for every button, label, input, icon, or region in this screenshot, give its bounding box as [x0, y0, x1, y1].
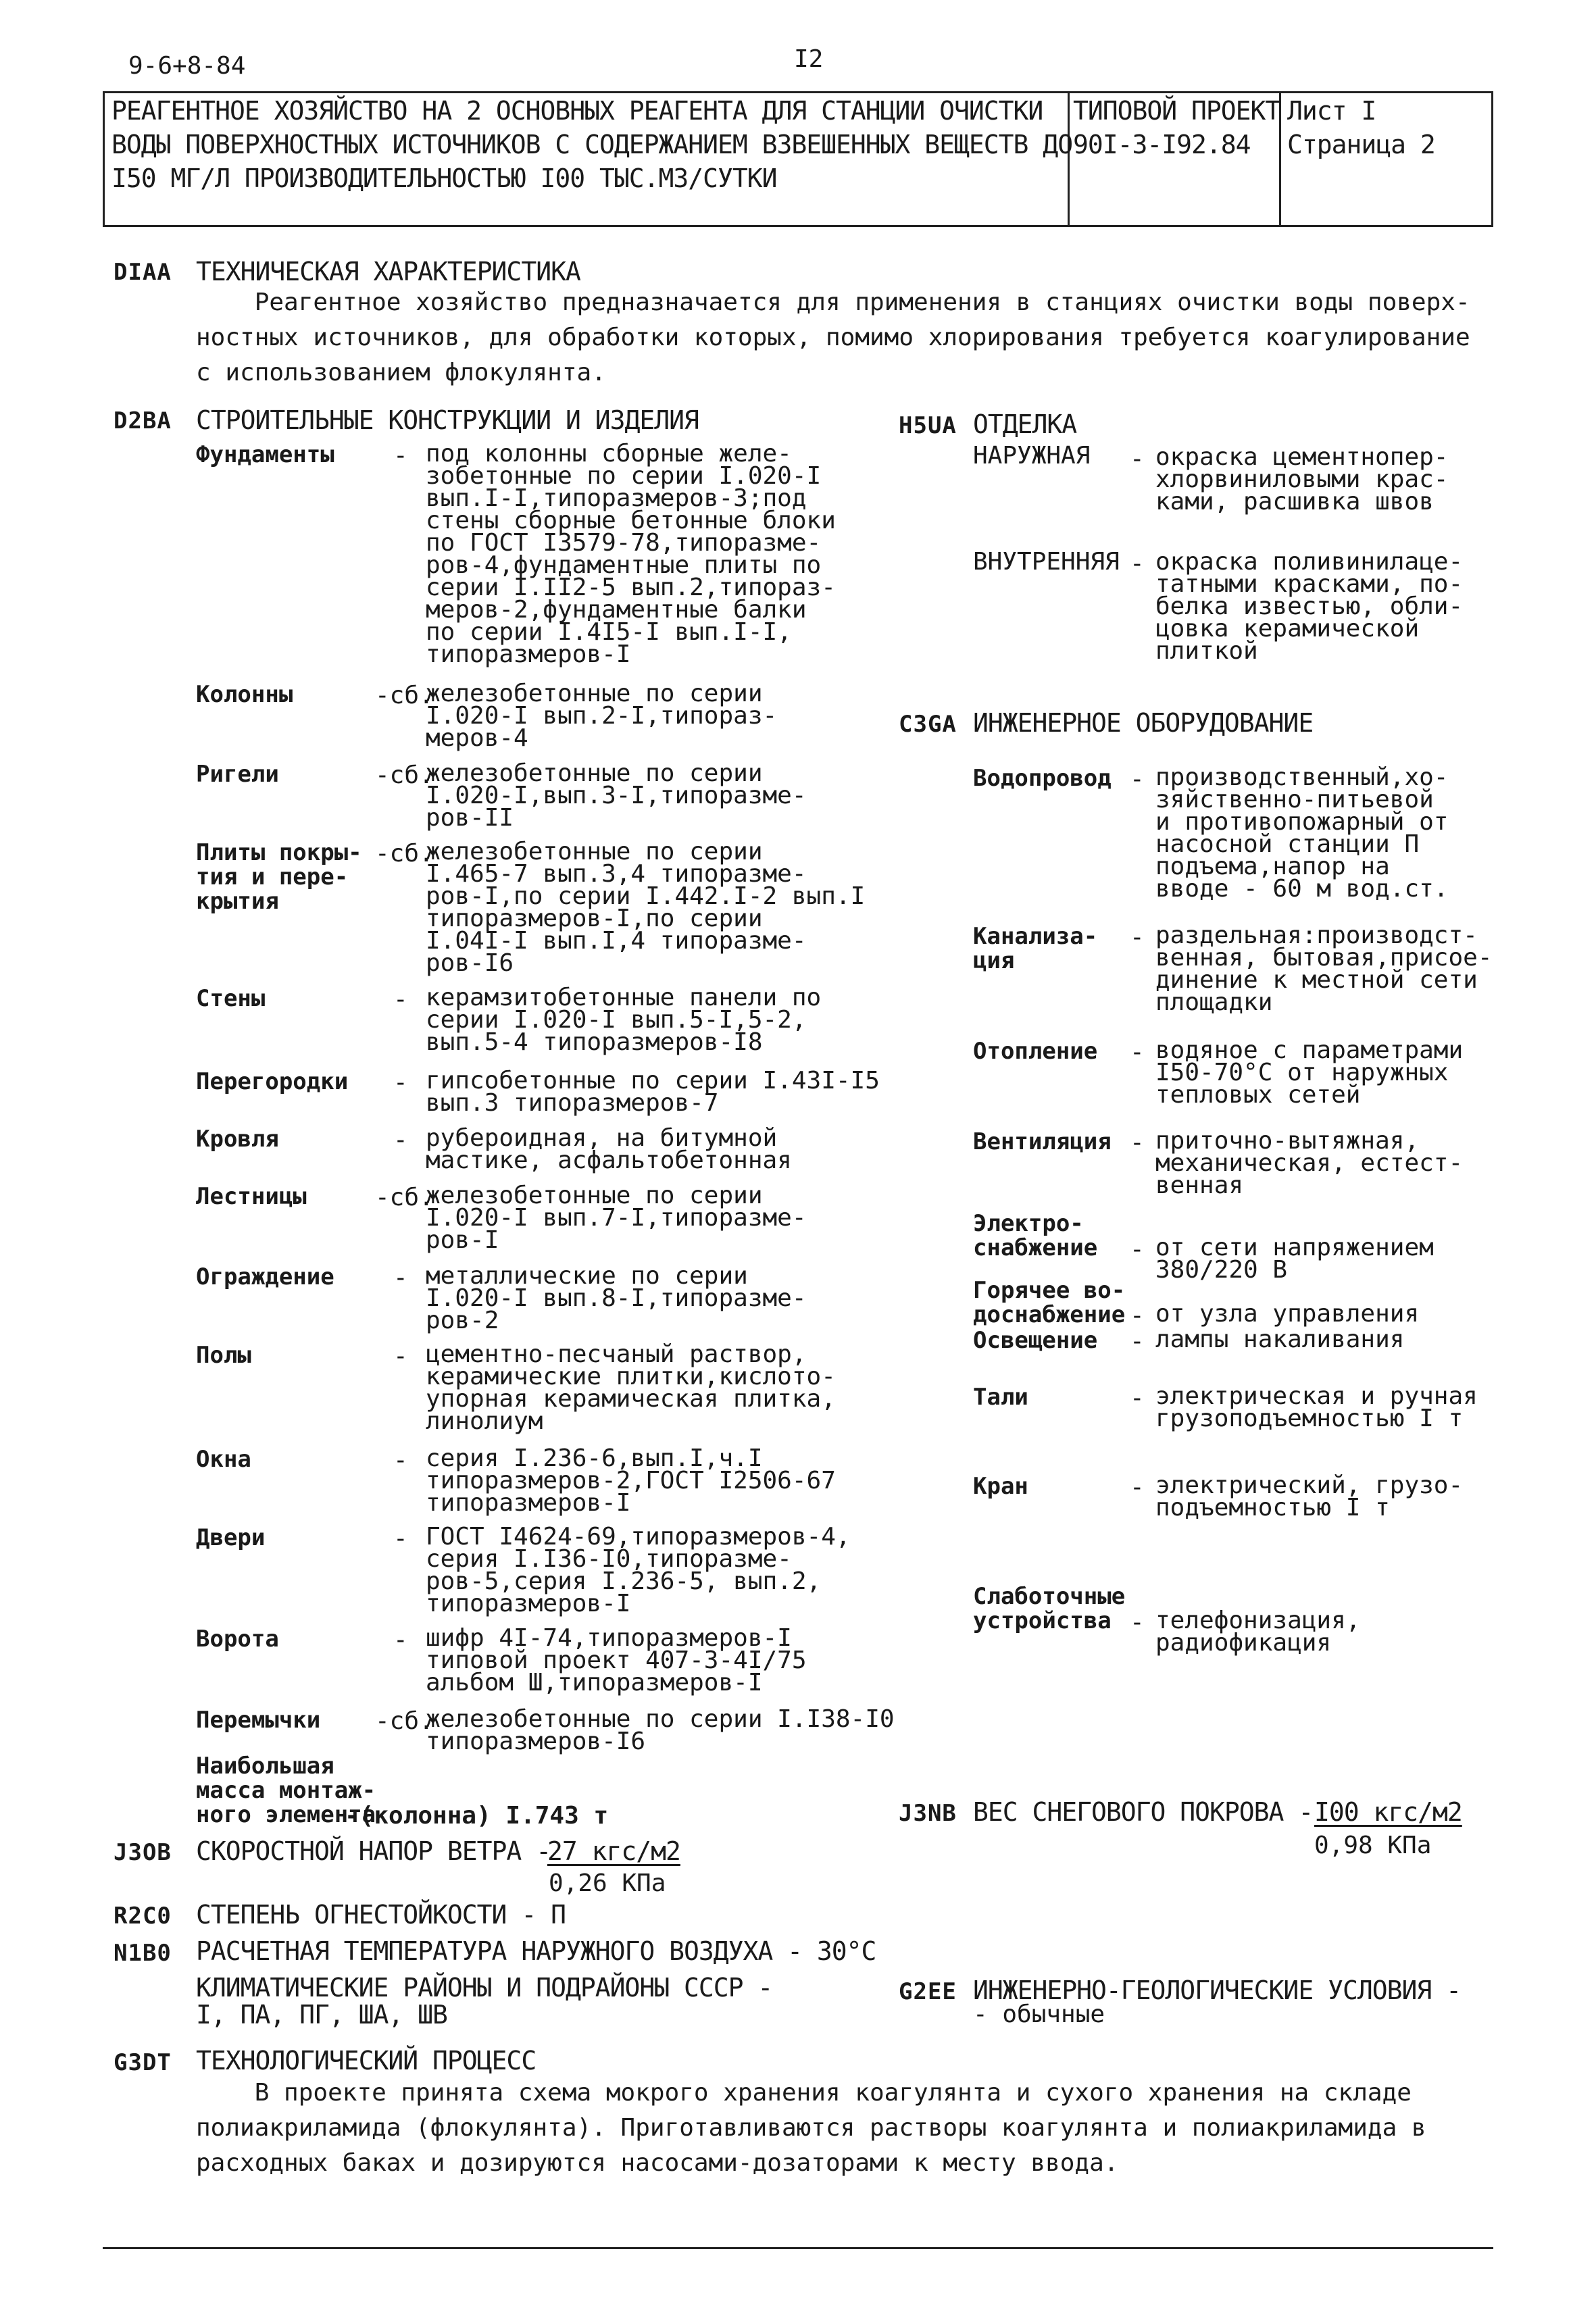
section-code: G2EE	[899, 1978, 957, 2005]
construct-value: шифр 4I-74,типоразмеров-I типовой проект 407-3-4I/75 альбом Ш,типоразмеров-I	[426, 1624, 807, 1696]
section-code: J3OB	[114, 1839, 172, 1866]
dash: -	[393, 442, 408, 470]
equip-label: Тали	[973, 1384, 1028, 1411]
geo-value: - обычные	[973, 2001, 1105, 2028]
bottom-rule	[103, 2247, 1493, 2249]
dash: -	[1130, 1474, 1145, 1501]
construct-value: металлические по серии I.020-I вып.8-I,типоразме- ров-2	[426, 1262, 807, 1334]
paragraph-line: ностных источников, для обработки которых, помимо хлорирования требуется коагулирование	[196, 324, 1470, 351]
construct-value: железобетонные по серии I.020-I,вып.3-I,типоразме- ров-II	[426, 759, 807, 832]
section-title: ОТДЕЛКА	[973, 409, 1077, 439]
equip-value: электрическая и ручная грузоподъемностью I т	[1155, 1382, 1478, 1432]
construct-value: серия I.236-6,вып.I,ч.I типоразмеров-2,ГОСТ I2506-67 типоразмеров-I	[426, 1444, 836, 1517]
dash: -	[1130, 1609, 1145, 1636]
equip-value: водяное с параметрами I50-70°С от наружных тепловых сетей	[1155, 1036, 1464, 1109]
dash: -	[393, 1342, 408, 1370]
equip-label: Слаботочные устройства	[973, 1583, 1126, 1634]
dash: -	[1130, 1236, 1145, 1263]
section-title: ТЕХНОЛОГИЧЕСКИЙ ПРОЦЕСС	[196, 2046, 537, 2076]
climate-title: КЛИМАТИЧЕСКИЕ РАЙОНЫ И ПОДРАЙОНЫ СССР -	[196, 1973, 773, 2003]
dash: -	[393, 1525, 408, 1553]
section-title: ИНЖЕНЕРНОЕ ОБОРУДОВАНИЕ	[973, 708, 1314, 738]
wind-value: 27 кгс/м2	[547, 1836, 680, 1866]
paragraph-line: Реагентное хозяйство предназначается для применения в станциях очистки воды поверх-	[196, 288, 1470, 316]
equip-value: лампы накаливания	[1155, 1326, 1405, 1353]
equip-label: Вентиляция	[973, 1128, 1112, 1155]
equip-label: Электро- снабжение	[973, 1210, 1098, 1261]
section-code: H5UA	[899, 412, 957, 439]
finish-value: окраска цементнопер- хлорвиниловыми крас- ками, расшивка швов	[1155, 443, 1449, 515]
construct-value: керамзитобетонные панели по серии I.020-I вып.5-I,5-2, вып.5-4 типоразмеров-I8	[426, 984, 822, 1056]
construct-label: Колонны	[196, 681, 293, 708]
dash: -	[1130, 1129, 1145, 1157]
section-title: ТЕХНИЧЕСКАЯ ХАРАКТЕРИСТИКА	[196, 257, 580, 286]
section-code: N1B0	[114, 1940, 172, 1967]
dash: -	[1130, 550, 1145, 578]
equip-value: от сети напряжением 380/220 В	[1155, 1234, 1434, 1284]
dash: -	[393, 1264, 408, 1292]
paragraph-line: В проекте принята схема мокрого хранения коагулянта и сухого хранения на складе	[196, 2079, 1412, 2107]
equip-value: от узла управления	[1155, 1300, 1420, 1328]
construct-label: Стены	[196, 985, 266, 1012]
dash: -	[1130, 924, 1145, 951]
construct-label: Перемычки	[196, 1707, 321, 1734]
sheet-label: Лист I	[1287, 96, 1376, 126]
title-line-1: РЕАГЕНТНОЕ ХОЗЯЙСТВО НА 2 ОСНОВНЫХ РЕАГЕНТА ДЛЯ СТАНЦИИ ОЧИСТКИ	[111, 96, 1043, 126]
dash: -	[1130, 765, 1145, 793]
construct-label: Плиты покры- тия и пере- крытия	[196, 839, 362, 915]
equip-value: производственный,хо- зяйственно-питьевой и противопожарный от насосной станции П подъема,напор на вводе - 60 м вод.ст.	[1155, 763, 1449, 903]
construct-value: ГОСТ I4624-69,типоразмеров-4, серия I.I36-I0,типоразме- ров-5,серия I.236-5, вып.2, типоразмеров-I	[426, 1523, 851, 1617]
document-code: 9-6+8-84	[128, 52, 246, 80]
equip-value: электрический, грузо- подъемностью I т	[1155, 1472, 1464, 1521]
dash: -	[1130, 1384, 1145, 1412]
wind-title: СКОРОСТНОЙ НАПОР ВЕТРА -	[196, 1836, 551, 1866]
dash: -сб.	[375, 761, 434, 789]
finish-label: НАРУЖНАЯ	[973, 442, 1091, 470]
construct-label: Двери	[196, 1524, 266, 1551]
page-number: I2	[794, 45, 824, 73]
section-code: G3DT	[114, 2049, 172, 2076]
construct-value: рубероидная, на битумной мастике, асфальтобетонная	[426, 1124, 792, 1174]
title-line-2: ВОДЫ ПОВЕРХНОСТНЫХ ИСТОЧНИКОВ С СОДЕРЖАНИЕМ ВЗВЕШЕННЫХ ВЕЩЕСТВ ДО	[111, 130, 1073, 159]
construct-label: Перегородки	[196, 1068, 349, 1095]
climate-values: I, ПА, ПГ, ША, ШВ	[196, 2000, 447, 2030]
dash: -	[1130, 1328, 1145, 1355]
snow-value-kpa: 0,98 КПа	[1314, 1832, 1432, 1859]
dash: -	[1130, 1038, 1145, 1066]
construct-label: Фундаменты	[196, 441, 334, 468]
construct-label: Ограждение	[196, 1263, 334, 1290]
equip-value: приточно-вытяжная, механическая, естест- венная	[1155, 1127, 1464, 1199]
dash: -	[1130, 445, 1145, 473]
construct-value: железобетонные по серии I.465-7 вып.3,4 типоразме- ров-I,по серии I.442.I-2 вып.I типоразмеров-I,по серии I.04I-I вып.I,4 типоразме- ров-I6	[426, 838, 866, 977]
finish-label: ВНУТРЕННЯЯ	[973, 548, 1120, 576]
section-code: DIAA	[114, 259, 172, 286]
dash: -	[393, 1447, 408, 1474]
construct-value: железобетонные по серии I.I38-I0 типоразмеров-I6	[426, 1705, 895, 1755]
snow-value: I00 кгс/м2	[1314, 1797, 1462, 1827]
dash: -	[393, 1069, 408, 1097]
construct-value: цементно-песчаный раствор, керамические плитки,кислото- упорная керамическая плитка, линолиум	[426, 1340, 836, 1435]
equip-value: телефонизация, радиофикация	[1155, 1607, 1361, 1657]
dash: -сб.	[375, 840, 434, 867]
construct-value: гипсобетонные по серии I.43I-I5 вып.3 типоразмеров-7	[426, 1067, 880, 1117]
paragraph-line: расходных баках и дозируются насосами-дозаторами к месту ввода.	[196, 2149, 1119, 2177]
dash: -сб.	[375, 1184, 434, 1211]
equip-label: Канализа- ция	[973, 923, 1098, 974]
equip-label: Освещение	[973, 1327, 1098, 1354]
equip-label: Отопление	[973, 1038, 1098, 1065]
construct-value: железобетонные по серии I.020-I вып.2-I,типораз- меров-4	[426, 680, 778, 752]
construct-label: Лестницы	[196, 1183, 307, 1210]
construct-label: Ригели	[196, 761, 279, 788]
project-label: ТИПОВОЙ ПРОЕКТ	[1073, 96, 1280, 126]
equip-label: Кран	[973, 1473, 1028, 1500]
dash: -	[393, 1626, 408, 1654]
dash: -	[393, 986, 408, 1013]
dash: -	[1130, 1302, 1145, 1330]
paragraph-line: с использованием флокулянта.	[196, 359, 606, 386]
section-title: СТРОИТЕЛЬНЫЕ КОНСТРУКЦИИ И ИЗДЕЛИЯ	[196, 405, 699, 435]
wind-value-kpa: 0,26 КПа	[549, 1869, 666, 1897]
project-number: 90I-3-I92.84	[1073, 130, 1251, 159]
design-temperature: РАСЧЕТНАЯ ТЕМПЕРАТУРА НАРУЖНОГО ВОЗДУХА - 30°С	[196, 1936, 876, 1966]
section-code: J3NB	[899, 1800, 957, 1827]
construct-label: Кровля	[196, 1126, 279, 1153]
construct-value: железобетонные по серии I.020-I вып.7-I,типоразме- ров-I	[426, 1182, 807, 1254]
max-mass-label: Наибольшая масса монтаж- ного элемента	[196, 1753, 376, 1828]
fire-resistance: СТЕПЕНЬ ОГНЕСТОЙКОСТИ - П	[196, 1900, 566, 1930]
dash: -сб.	[375, 1707, 434, 1735]
max-mass-value: -(колонна) I.743 т	[345, 1802, 609, 1830]
construct-label: Полы	[196, 1342, 251, 1369]
dash: -сб.	[375, 682, 434, 709]
dash: -	[393, 1126, 408, 1154]
equip-label: Водопровод	[973, 765, 1112, 792]
snow-title: ВЕС СНЕГОВОГО ПОКРОВА -	[973, 1797, 1314, 1827]
title-line-3: I50 МГ/Л ПРОИЗВОДИТЕЛЬНОСТЬЮ I00 ТЫС.М3/СУТКИ	[111, 164, 777, 193]
construct-value: под колонны сборные желе- зобетонные по серии I.020-I вып.I-I,типоразмеров-3;под стены сборные бетонные блоки по ГОСТ I3579-78,типоразме- ров-4,фундаментные плиты по серии I.II2-5 вып.2,типораз- меров-2,фундаментные балки по серии I.4I5-I вып.I-I, типоразмеров-I	[426, 440, 836, 668]
construct-label: Окна	[196, 1446, 251, 1473]
paragraph-line: полиакриламида (флокулянта). Приготавливаются растворы коагулянта и полиакриламида в	[196, 2114, 1426, 2142]
equip-value: раздельная:производст- венная, бытовая,присое- динение к местной сети площадки	[1155, 922, 1493, 1016]
geo-title: ИНЖЕНЕРНО-ГЕОЛОГИЧЕСКИЕ УСЛОВИЯ -	[973, 1976, 1461, 2005]
equip-label: Горячее во- доснабжение	[973, 1277, 1126, 1328]
section-code: C3GA	[899, 711, 957, 738]
section-code: D2BA	[114, 407, 172, 434]
section-code: R2C0	[114, 1903, 172, 1930]
construct-label: Ворота	[196, 1626, 279, 1653]
finish-value: окраска поливинилаце- татными красками, по- белка известью, обли- цовка керамической плиткой	[1155, 548, 1464, 665]
page-label: Страница 2	[1287, 130, 1435, 159]
